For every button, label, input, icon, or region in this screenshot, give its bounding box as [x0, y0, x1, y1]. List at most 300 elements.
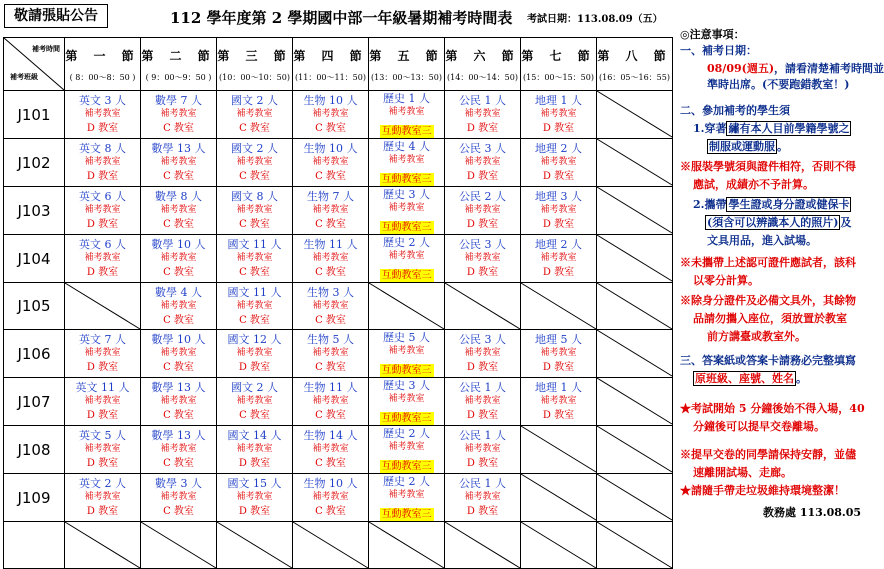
period-header — [597, 38, 673, 91]
exam-room-label: 補考教室 — [236, 253, 273, 263]
exam-subject: 歷史 3 人 — [383, 379, 430, 392]
exam-room-label: 補考教室 — [160, 396, 197, 406]
exam-room: C 教室 — [315, 314, 346, 326]
exam-room: 互動教室三 — [381, 365, 432, 376]
exam-room-label: 補考教室 — [388, 251, 425, 261]
exam-room-label: 補考教室 — [464, 157, 501, 167]
exam-room: 互動教室三 — [381, 126, 432, 137]
exam-room: D 教室 — [466, 458, 499, 469]
exam-cell — [445, 91, 521, 139]
empty-cell — [597, 522, 673, 569]
exam-room-label: 補考教室 — [160, 205, 197, 215]
empty-cell — [217, 522, 293, 569]
exam-room: C 教室 — [315, 171, 346, 182]
table-row — [4, 474, 673, 522]
exam-subject: 國文 2 人 — [231, 381, 278, 394]
notes-star2b: 速離開試場、走廊。 — [693, 466, 792, 479]
exam-room-label: 補考教室 — [236, 157, 273, 167]
exam-subject: 地理 5 人 — [535, 333, 582, 346]
period-name: 第 六 節 — [445, 49, 520, 63]
exam-room: C 教室 — [315, 506, 346, 517]
exam-room: D 教室 — [86, 362, 119, 373]
exam-cell — [445, 330, 521, 378]
exam-cell — [521, 91, 597, 139]
exam-cell — [141, 235, 217, 283]
exam-cell — [217, 283, 293, 330]
exam-room: D 教室 — [86, 267, 119, 278]
exam-cell — [369, 426, 445, 474]
corner-label-time: 補考時間 — [32, 44, 60, 53]
exam-subject: 生物 7 人 — [307, 190, 354, 203]
exam-room-label: 補考教室 — [84, 205, 121, 215]
period-name: 第 八 節 — [597, 49, 672, 63]
exam-cell — [445, 426, 521, 474]
exam-room-label: 補考教室 — [236, 348, 273, 358]
exam-subject: 國文 14 人 — [227, 429, 282, 442]
exam-subject: 生物 10 人 — [303, 142, 358, 155]
exam-cell — [217, 139, 293, 187]
exam-room-label: 補考教室 — [84, 253, 121, 263]
notes-s2-remark3b: 品請勿攜入座位，須放置於教室 — [693, 312, 847, 325]
exam-room-wrap — [369, 263, 444, 282]
exam-subject: 英文 2 人 — [79, 477, 126, 490]
notes-s1-text: ，請看清楚補考時間並 — [774, 62, 884, 75]
exam-room-label: 補考教室 — [312, 157, 349, 167]
exam-cell — [141, 187, 217, 235]
exam-room-label: 補考教室 — [464, 205, 501, 215]
empty-cell-diagonal — [597, 283, 672, 329]
exam-room: D 教室 — [466, 219, 499, 230]
empty-cell — [65, 522, 141, 569]
exam-subject: 生物 14 人 — [303, 429, 358, 442]
exam-room-label: 補考教室 — [464, 348, 501, 358]
exam-room: C 教室 — [239, 123, 270, 134]
exam-cell — [141, 474, 217, 522]
exam-subject: 公民 1 人 — [459, 94, 506, 107]
exam-cell — [141, 378, 217, 426]
empty-cell — [597, 330, 673, 378]
exam-room: D 教室 — [542, 171, 575, 182]
exam-cell — [521, 330, 597, 378]
empty-cell-diagonal — [65, 522, 140, 568]
exam-cell — [141, 91, 217, 139]
exam-room-label: 補考教室 — [160, 109, 197, 119]
exam-room: D 教室 — [466, 123, 499, 134]
exam-cell — [293, 474, 369, 522]
exam-subject: 公民 2 人 — [459, 190, 506, 203]
empty-cell-diagonal — [597, 91, 672, 137]
notes-s3-line1: 三、答案紙或答案卡請務必完整填寫 — [680, 354, 856, 367]
exam-cell — [369, 330, 445, 378]
table-row — [4, 139, 673, 187]
exam-room: 互動教室三 — [381, 461, 432, 472]
exam-room-label: 補考教室 — [236, 396, 273, 406]
exam-room: C 教室 — [315, 410, 346, 421]
empty-cell-diagonal — [445, 283, 520, 329]
class-cell: J109 — [4, 474, 65, 522]
exam-room: D 教室 — [238, 458, 271, 469]
period-time: (11：00～11：50) — [295, 73, 366, 82]
exam-room: C 教室 — [239, 171, 270, 182]
exam-subject: 生物 5 人 — [307, 333, 354, 346]
exam-cell — [293, 426, 369, 474]
notes-s2-item2-and: 及 — [840, 216, 852, 229]
exam-room: D 教室 — [466, 410, 499, 421]
empty-cell — [521, 522, 597, 569]
notes-s1-line2: 準時出席。(不要跑錯教室！) — [707, 78, 850, 91]
period-time: (16：05～16：55) — [599, 73, 670, 82]
exam-room-label: 補考教室 — [464, 444, 501, 454]
class-cell: J102 — [4, 139, 65, 187]
empty-cell-diagonal — [369, 283, 444, 329]
exam-cell — [521, 187, 597, 235]
exam-subject: 地理 3 人 — [535, 190, 582, 203]
empty-cell — [445, 283, 521, 330]
exam-room: D 教室 — [466, 506, 499, 517]
table-row — [4, 378, 673, 426]
exam-cell — [217, 378, 293, 426]
exam-room: D 教室 — [86, 410, 119, 421]
period-name: 第 五 節 — [369, 49, 444, 63]
exam-subject: 生物 11 人 — [303, 381, 358, 394]
exam-room-label: 補考教室 — [464, 492, 501, 502]
exam-room-label: 補考教室 — [160, 348, 197, 358]
exam-room-wrap — [369, 502, 444, 521]
exam-room-label: 補考教室 — [540, 157, 577, 167]
notes-s2-item1-box: 繡有本人目前學籍學號之 — [728, 122, 850, 135]
notes-star2a: ※提早交卷的同學請保持安靜，並儘 — [680, 448, 856, 461]
empty-cell-diagonal — [597, 426, 672, 472]
exam-room: C 教室 — [163, 123, 194, 134]
exam-room-label: 補考教室 — [312, 348, 349, 358]
exam-subject: 數學 8 人 — [155, 190, 202, 203]
empty-cell — [369, 522, 445, 569]
exam-subject: 歷史 4 人 — [383, 140, 430, 153]
exam-room-label: 補考教室 — [312, 253, 349, 263]
period-name: 第 四 節 — [293, 49, 368, 63]
exam-cell — [217, 235, 293, 283]
exam-room: D 教室 — [466, 362, 499, 373]
notes-star3: ★請隨手帶走垃圾維持環境整潔！ — [680, 484, 845, 497]
exam-room: D 教室 — [86, 219, 119, 230]
empty-cell — [597, 378, 673, 426]
exam-room: C 教室 — [163, 314, 194, 326]
empty-cell — [597, 91, 673, 139]
exam-subject: 英文 6 人 — [79, 190, 126, 203]
exam-cell — [521, 139, 597, 187]
exam-subject: 數學 7 人 — [155, 94, 202, 107]
exam-room-label: 補考教室 — [236, 444, 273, 454]
exam-room: D 教室 — [466, 171, 499, 182]
exam-room-label: 補考教室 — [312, 492, 349, 502]
exam-room-label: 補考教室 — [84, 396, 121, 406]
exam-room: C 教室 — [163, 362, 194, 373]
period-header — [65, 38, 141, 91]
notes-s3-end: 。 — [796, 372, 807, 385]
exam-subject: 國文 2 人 — [231, 142, 278, 155]
exam-room-label: 補考教室 — [388, 490, 425, 500]
exam-date: 考試日期：113.08.09（五） — [527, 14, 663, 25]
exam-subject: 英文 8 人 — [79, 142, 126, 155]
exam-room-wrap — [369, 454, 444, 473]
exam-room-wrap — [369, 167, 444, 186]
notes-s1-date: 08/09(週五) — [707, 62, 775, 75]
exam-room-label: 補考教室 — [312, 109, 349, 119]
exam-subject: 歷史 2 人 — [383, 475, 430, 488]
exam-room-label: 補考教室 — [236, 205, 273, 215]
notes-s2-item2-photo: (須含可以辨識本人的照片) — [707, 216, 839, 229]
exam-subject: 生物 3 人 — [307, 285, 354, 299]
exam-cell — [293, 91, 369, 139]
exam-room-label: 補考教室 — [160, 492, 197, 502]
notes-s2-item2-line3: 文具用品，進入試場。 — [707, 234, 817, 247]
exam-cell — [293, 330, 369, 378]
period-header — [445, 38, 521, 91]
empty-cell-diagonal — [521, 474, 596, 520]
exam-room-label: 補考教室 — [464, 396, 501, 406]
empty-cell — [521, 426, 597, 474]
class-cell: J105 — [4, 283, 65, 330]
notes-star1a: ★考試開始 5 分鐘後始不得入場，40 — [680, 402, 865, 415]
empty-cell-diagonal — [217, 522, 292, 568]
notes-s2-remark1b: 應試，成績亦不予計算。 — [693, 178, 814, 191]
empty-cell — [369, 283, 445, 330]
exam-cell — [141, 330, 217, 378]
exam-room: C 教室 — [315, 267, 346, 278]
exam-room: C 教室 — [315, 219, 346, 230]
exam-room-label: 補考教室 — [312, 205, 349, 215]
exam-cell — [65, 235, 141, 283]
exam-room: D 教室 — [542, 410, 575, 421]
period-time: ( 9：00～9：50 ) — [145, 73, 212, 82]
notes-s2-title: 二、參加補考的學生須 — [680, 104, 790, 117]
schedule-table — [3, 37, 673, 569]
exam-subject: 國文 11 人 — [227, 238, 282, 251]
class-cell: J106 — [4, 330, 65, 378]
notes-s2-item2-line2 — [705, 214, 851, 232]
exam-subject: 公民 1 人 — [459, 477, 506, 490]
empty-cell-diagonal — [597, 139, 672, 185]
empty-cell-diagonal — [597, 330, 672, 376]
exam-subject: 生物 10 人 — [303, 477, 358, 490]
exam-room: C 教室 — [163, 458, 194, 469]
exam-room: C 教室 — [163, 219, 194, 230]
notes-s2-item1-end: 。 — [777, 140, 788, 153]
empty-cell — [597, 139, 673, 187]
exam-cell — [521, 378, 597, 426]
exam-subject: 國文 11 人 — [227, 285, 282, 299]
exam-room-wrap — [369, 406, 444, 425]
notes-s2-item2 — [693, 196, 851, 214]
exam-subject: 英文 11 人 — [75, 381, 130, 394]
empty-cell-diagonal — [369, 522, 444, 568]
class-cell: J104 — [4, 235, 65, 283]
exam-cell — [369, 378, 445, 426]
exam-room: D 教室 — [238, 506, 271, 517]
exam-cell — [65, 378, 141, 426]
exam-room: D 教室 — [86, 171, 119, 182]
exam-subject: 數學 13 人 — [151, 381, 206, 394]
exam-cell — [445, 187, 521, 235]
period-time: (14：00～14：50) — [447, 73, 518, 82]
empty-cell-diagonal — [597, 187, 672, 233]
exam-room: C 教室 — [315, 458, 346, 469]
empty-cell — [293, 522, 369, 569]
notes-s3-line2 — [693, 370, 807, 388]
exam-room-label: 補考教室 — [312, 300, 349, 311]
table-row — [4, 235, 673, 283]
empty-cell-diagonal — [521, 522, 596, 568]
exam-cell — [217, 474, 293, 522]
exam-cell — [65, 474, 141, 522]
empty-cell — [597, 187, 673, 235]
table-row — [4, 330, 673, 378]
exam-room-label: 補考教室 — [540, 253, 577, 263]
empty-cell-diagonal — [597, 522, 672, 568]
exam-room: 互動教室三 — [381, 222, 432, 233]
exam-cell — [217, 330, 293, 378]
table-row — [4, 426, 673, 474]
notice-label: 敬請張貼公告 — [4, 4, 108, 28]
exam-room-label: 補考教室 — [388, 203, 425, 213]
exam-cell — [369, 474, 445, 522]
exam-subject: 英文 3 人 — [79, 94, 126, 107]
exam-subject: 歷史 3 人 — [383, 188, 430, 201]
period-name: 第 三 節 — [217, 49, 292, 63]
exam-subject: 英文 5 人 — [79, 429, 126, 442]
exam-subject: 英文 6 人 — [79, 238, 126, 251]
exam-room-label: 補考教室 — [388, 346, 425, 356]
period-time: ( 8：00～8：50 ) — [69, 73, 136, 82]
exam-room-label: 補考教室 — [84, 492, 121, 502]
empty-cell — [445, 522, 521, 569]
exam-subject: 國文 2 人 — [231, 94, 278, 107]
exam-room-label: 補考教室 — [160, 253, 197, 263]
exam-room: D 教室 — [542, 267, 575, 278]
exam-cell — [293, 139, 369, 187]
table-row — [4, 283, 673, 330]
exam-subject: 歷史 5 人 — [383, 331, 430, 344]
notes-signature: 教務處 113.08.05 — [763, 506, 862, 519]
exam-room: C 教室 — [239, 314, 270, 326]
exam-room-label: 補考教室 — [540, 348, 577, 358]
exam-cell — [141, 426, 217, 474]
period-header — [217, 38, 293, 91]
exam-subject: 數學 13 人 — [151, 429, 206, 442]
exam-room-label: 補考教室 — [236, 109, 273, 119]
exam-cell — [65, 91, 141, 139]
exam-subject: 數學 10 人 — [151, 238, 206, 251]
header-corner — [4, 38, 65, 91]
exam-room-label: 補考教室 — [388, 442, 425, 452]
exam-subject: 數學 10 人 — [151, 333, 206, 346]
empty-cell — [141, 522, 217, 569]
exam-room: D 教室 — [86, 123, 119, 134]
notes-s2-item1-uniform: 制服或運動服 — [709, 140, 775, 153]
exam-subject: 公民 3 人 — [459, 142, 506, 155]
exam-subject: 數學 4 人 — [155, 285, 202, 299]
notes-s1-title: 一、補考日期： — [680, 44, 757, 57]
notes-s2-remark2a: ※未攜帶上述認可證件應試者，該科 — [680, 256, 856, 269]
period-header — [293, 38, 369, 91]
empty-cell-diagonal — [597, 235, 672, 281]
exam-room-label: 補考教室 — [160, 157, 197, 167]
exam-subject: 公民 1 人 — [459, 381, 506, 394]
period-name: 第 二 節 — [141, 49, 216, 63]
exam-room-label: 補考教室 — [312, 444, 349, 454]
exam-room: C 教室 — [315, 362, 346, 373]
exam-subject: 歷史 2 人 — [383, 427, 430, 440]
empty-cell-diagonal — [445, 522, 520, 568]
empty-cell-diagonal — [597, 378, 672, 424]
exam-room: C 教室 — [239, 267, 270, 278]
exam-room: 互動教室三 — [381, 174, 432, 185]
exam-room-label: 補考教室 — [236, 492, 273, 502]
notes-s2-item2-box: 學生證或身分證或健保卡 — [728, 198, 850, 211]
empty-cell-diagonal — [597, 474, 672, 520]
notes-s2-remark1a: ※服裝學號須與證件相符，否則不得 — [680, 160, 856, 173]
notes-s2-item1-line2 — [707, 138, 788, 156]
exam-subject: 生物 10 人 — [303, 94, 358, 107]
exam-subject: 數學 3 人 — [155, 477, 202, 490]
exam-subject: 國文 15 人 — [227, 477, 282, 490]
empty-cell-diagonal — [521, 283, 596, 329]
exam-room: C 教室 — [239, 219, 270, 230]
exam-cell — [65, 330, 141, 378]
exam-room-wrap — [369, 215, 444, 234]
exam-room-label: 補考教室 — [84, 348, 121, 358]
empty-cell-diagonal — [521, 426, 596, 472]
exam-room: C 教室 — [163, 410, 194, 421]
exam-cell — [141, 139, 217, 187]
exam-room-label: 補考教室 — [540, 396, 577, 406]
exam-cell — [293, 283, 369, 330]
exam-room-label: 補考教室 — [84, 157, 121, 167]
exam-subject: 地理 2 人 — [535, 142, 582, 155]
empty-cell — [597, 474, 673, 522]
exam-room: C 教室 — [315, 123, 346, 134]
empty-cell — [521, 474, 597, 522]
exam-room-label: 補考教室 — [388, 155, 425, 165]
notes-s2-item1-a: 1.穿著 — [693, 122, 727, 135]
exam-room: D 教室 — [466, 267, 499, 278]
period-header — [141, 38, 217, 91]
period-name: 第 七 節 — [521, 49, 596, 63]
exam-cell — [445, 235, 521, 283]
empty-cell — [65, 283, 141, 330]
empty-cell — [521, 283, 597, 330]
exam-cell — [65, 187, 141, 235]
exam-cell — [217, 426, 293, 474]
exam-room: 互動教室三 — [381, 413, 432, 424]
exam-room: 互動教室三 — [381, 270, 432, 281]
exam-room: D 教室 — [542, 123, 575, 134]
exam-cell — [293, 187, 369, 235]
exam-subject: 國文 12 人 — [227, 333, 282, 346]
exam-subject: 地理 1 人 — [535, 94, 582, 107]
empty-cell-diagonal — [293, 522, 368, 568]
empty-cell — [597, 235, 673, 283]
exam-subject: 數學 13 人 — [151, 142, 206, 155]
exam-subject: 公民 1 人 — [459, 429, 506, 442]
exam-cell — [293, 235, 369, 283]
exam-room-label: 補考教室 — [540, 205, 577, 215]
header-row — [4, 38, 673, 91]
period-time: (10：00～10：50) — [219, 73, 290, 82]
table-row — [4, 522, 673, 569]
table-row — [4, 91, 673, 139]
exam-subject: 公民 3 人 — [459, 238, 506, 251]
